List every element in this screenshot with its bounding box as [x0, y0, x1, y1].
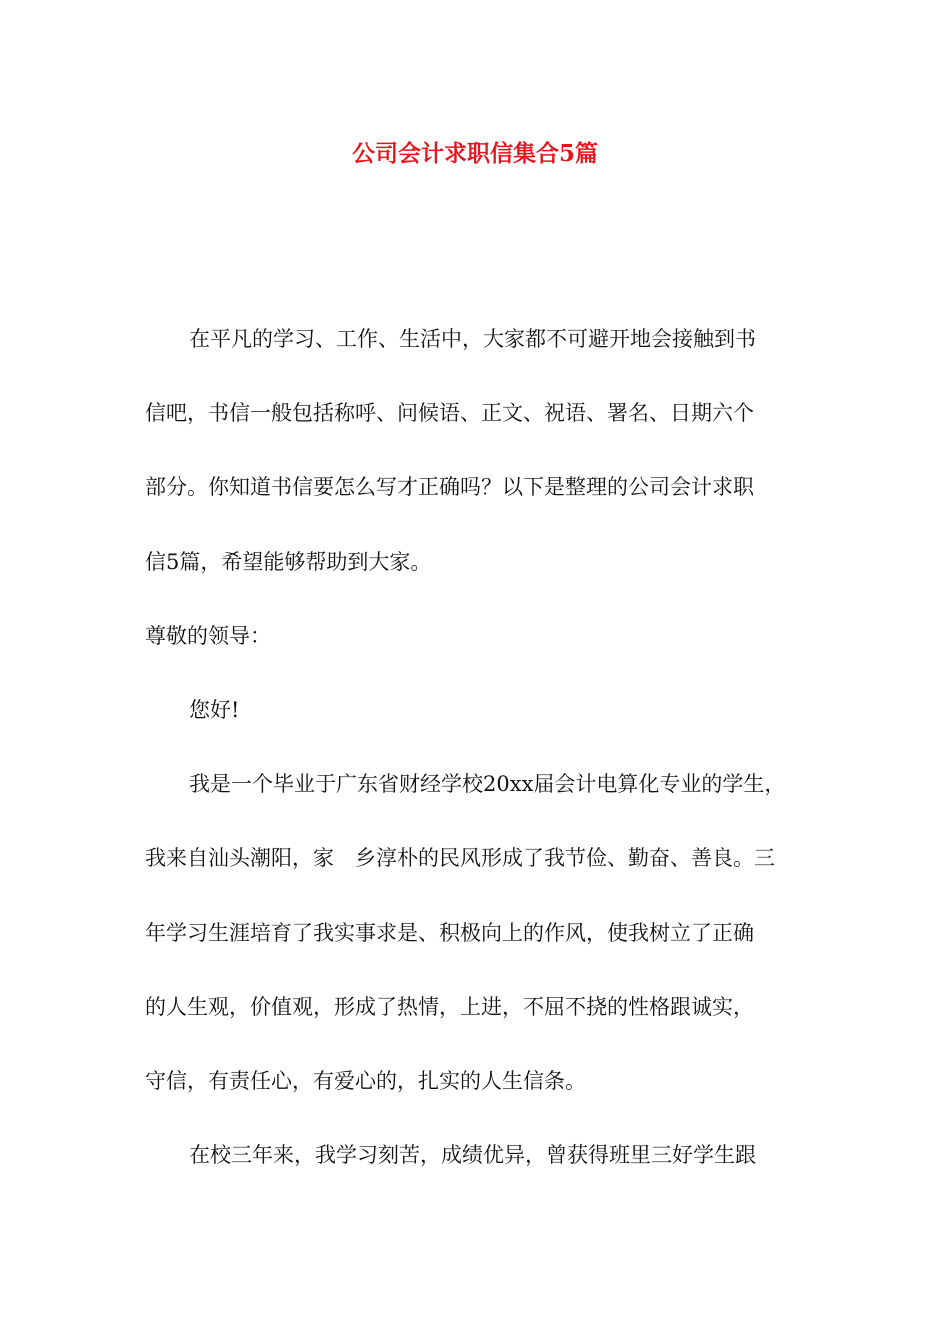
paragraph-line: 部分。你知道书信要怎么写才正确吗？以下是整理的公司会计求职 — [145, 475, 754, 500]
document-title: 公司会计求职信集合5篇 — [351, 140, 598, 167]
salutation: 尊敬的领导： — [145, 623, 271, 648]
paragraph-line: 我是一个毕业于广东省财经学校20xx届会计电算化专业的学生， — [189, 772, 786, 797]
paragraph-line: 在校三年来，我学习刻苦，成绩优异，曾获得班里三好学生跟 — [189, 1143, 756, 1168]
paragraph-line: 信5篇，希望能够帮助到大家。 — [145, 549, 432, 574]
paragraph-line: 的人生观，价值观，形成了热情，上进，不屈不挠的性格跟诚实， — [145, 994, 754, 1019]
paragraph-line: 信吧，书信一般包括称呼、问候语、正文、祝语、署名、日期六个 — [145, 401, 754, 426]
greeting: 您好! — [189, 697, 240, 722]
document-body — [145, 302, 815, 1192]
paragraph-line: 我来自汕头潮阳，家 乡淳朴的民风形成了我节俭、勤奋、善良。三 — [145, 846, 775, 871]
paragraph-line: 在平凡的学习、工作、生活中，大家都不可避开地会接触到书 — [189, 327, 756, 351]
paragraph-line: 年学习生涯培育了我实事求是、积极向上的作风，使我树立了正确 — [145, 920, 754, 945]
paragraph-line: 守信，有责任心，有爱心的，扎实的人生信条。 — [145, 1068, 586, 1093]
